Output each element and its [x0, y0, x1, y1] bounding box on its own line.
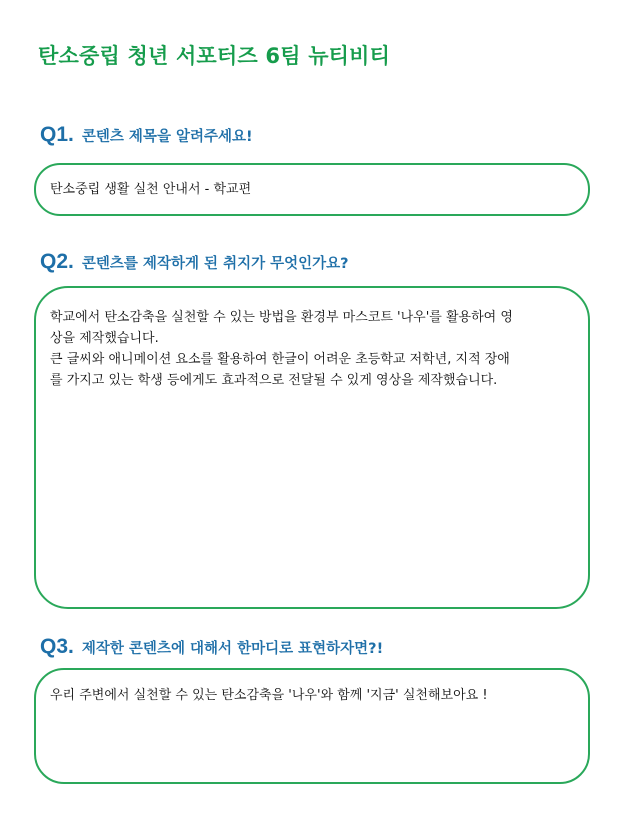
- page-title: 탄소중립 청년 서포터즈 6팀 뉴티비티: [38, 44, 391, 68]
- question-number: Q2.: [40, 250, 74, 273]
- question-text: 콘텐츠를 제작하게 된 취지가 무엇인가요?: [81, 256, 349, 272]
- question-2: [40, 250, 349, 274]
- answer-line: 탄소중립 생활 실천 안내서 - 학교편: [50, 182, 252, 197]
- question-3: [40, 635, 383, 659]
- answer-line: 상을 제작했습니다.: [50, 331, 159, 346]
- question-text: 제작한 콘텐츠에 대해서 한마디로 표현하자면?!: [81, 641, 384, 657]
- answer-box-1: [34, 163, 590, 216]
- question-text: 콘텐츠 제목을 알려주세요!: [81, 129, 253, 145]
- question-1: [40, 123, 253, 147]
- answer-line: 우리 주변에서 실천할 수 있는 탄소감축을 '나우'와 함께 '지금' 실천해보아요 !: [50, 688, 488, 703]
- answer-line: 학교에서 탄소감축을 실천할 수 있는 방법을 환경부 마스코트 '나우'를 활용하여 영: [50, 310, 513, 325]
- answer-box-3: [34, 668, 590, 784]
- answer-box-2: [34, 286, 590, 609]
- answer-line: 큰 글씨와 애니메이션 요소를 활용하여 한글이 어려운 초등학교 저학년, 지적 장애: [50, 352, 510, 367]
- question-number: Q1.: [40, 123, 74, 146]
- answer-line: 를 가지고 있는 학생 등에게도 효과적으로 전달될 수 있게 영상을 제작했습니다.: [50, 373, 498, 388]
- question-number: Q3.: [40, 635, 74, 658]
